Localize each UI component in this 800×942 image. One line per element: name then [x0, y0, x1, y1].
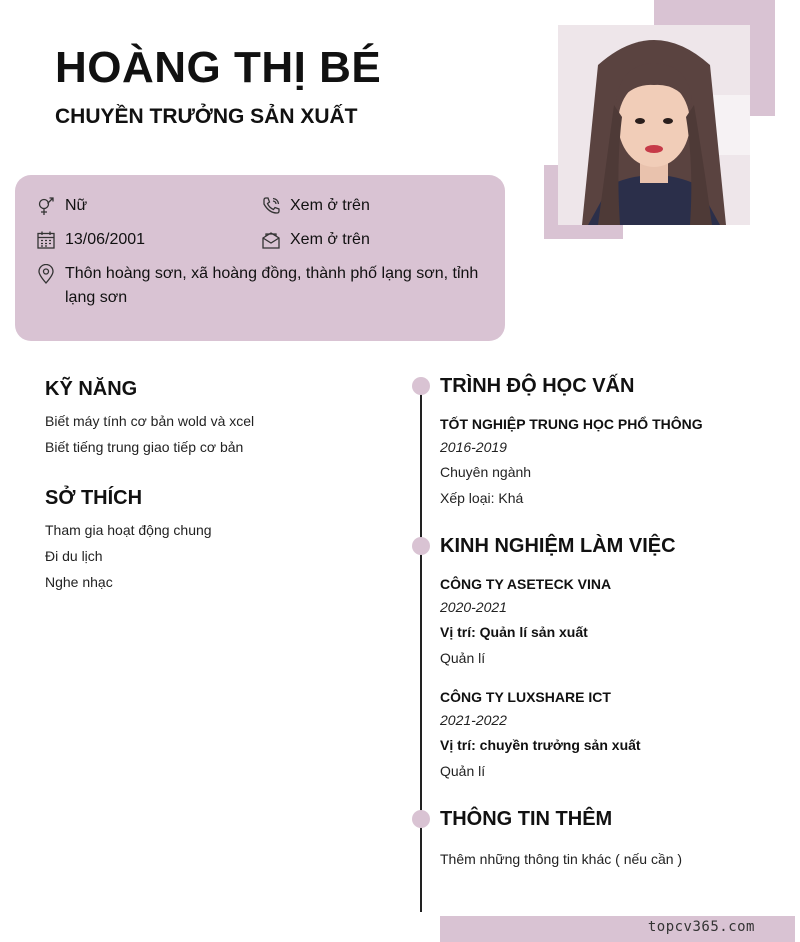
- job-company: CÔNG TY ASETECK VINA: [440, 576, 612, 592]
- gender-icon: [35, 194, 57, 218]
- email-icon: [260, 228, 282, 252]
- contact-birthday: [35, 228, 145, 252]
- education-period: 2016-2019: [440, 439, 507, 455]
- timeline-dot: [412, 377, 430, 395]
- hobby-item: Nghe nhạc: [45, 574, 113, 590]
- extra-info-title: THÔNG TIN THÊM: [440, 808, 613, 830]
- hobby-item: Tham gia hoạt động chung: [45, 522, 212, 538]
- birthday-value: 13/06/2001: [65, 231, 146, 248]
- timeline-dot: [412, 810, 430, 828]
- contact-address: [35, 262, 485, 310]
- contact-gender: [35, 194, 87, 218]
- address-value: Thôn hoàng sơn, xã hoàng đồng, thành phố lạng sơn, tỉnh lạng sơn: [65, 265, 479, 306]
- job-position: Vị trí: chuyền trưởng sản xuất: [440, 737, 641, 753]
- contact-email: [260, 228, 370, 252]
- timeline-line: [420, 386, 422, 912]
- phone-value: Xem ở trên: [290, 197, 370, 214]
- phone-icon: [260, 194, 282, 218]
- hobbies-title: SỞ THÍCH: [45, 487, 143, 509]
- job-period: 2021-2022: [440, 712, 507, 728]
- timeline-dot: [412, 537, 430, 555]
- profile-photo-image: [558, 25, 750, 225]
- skill-item: Biết máy tính cơ bản wold và xcel: [45, 413, 255, 429]
- gender-value: Nữ: [65, 197, 88, 214]
- location-icon: [35, 262, 57, 286]
- hobby-item: Đi du lịch: [45, 548, 103, 564]
- footer-brand[interactable]: topcv365.com: [647, 919, 755, 935]
- education-title: TRÌNH ĐỘ HỌC VẤN: [440, 375, 635, 397]
- calendar-icon: [35, 228, 57, 252]
- job-title: CHUYỀN TRƯỞNG SẢN XUẤT: [55, 105, 358, 128]
- experience-title: KINH NGHIỆM LÀM VIỆC: [440, 535, 676, 557]
- footer-bar: [440, 916, 795, 942]
- job-company: CÔNG TY LUXSHARE ICT: [440, 689, 611, 705]
- job-position: Vị trí: Quản lí sản xuất: [440, 624, 588, 640]
- contact-phone: [260, 194, 370, 218]
- job-description: Quản lí: [440, 763, 486, 779]
- education-school: TỐT NGHIỆP TRUNG HỌC PHỔ THÔNG: [440, 416, 703, 432]
- email-value: Xem ở trên: [290, 231, 370, 248]
- candidate-name: HOÀNG THỊ BÉ: [55, 43, 382, 92]
- contact-info-box: [15, 175, 505, 341]
- education-grade: Xếp loại: Khá: [440, 490, 524, 506]
- skill-item: Biết tiếng trung giao tiếp cơ bản: [45, 439, 244, 455]
- skills-title: KỸ NĂNG: [45, 378, 138, 400]
- job-description: Quản lí: [440, 650, 486, 666]
- job-period: 2020-2021: [440, 599, 507, 615]
- profile-photo: [558, 25, 750, 225]
- extra-info-text: Thêm những thông tin khác ( nếu cần ): [440, 851, 683, 867]
- education-major: Chuyên ngành: [440, 464, 532, 480]
